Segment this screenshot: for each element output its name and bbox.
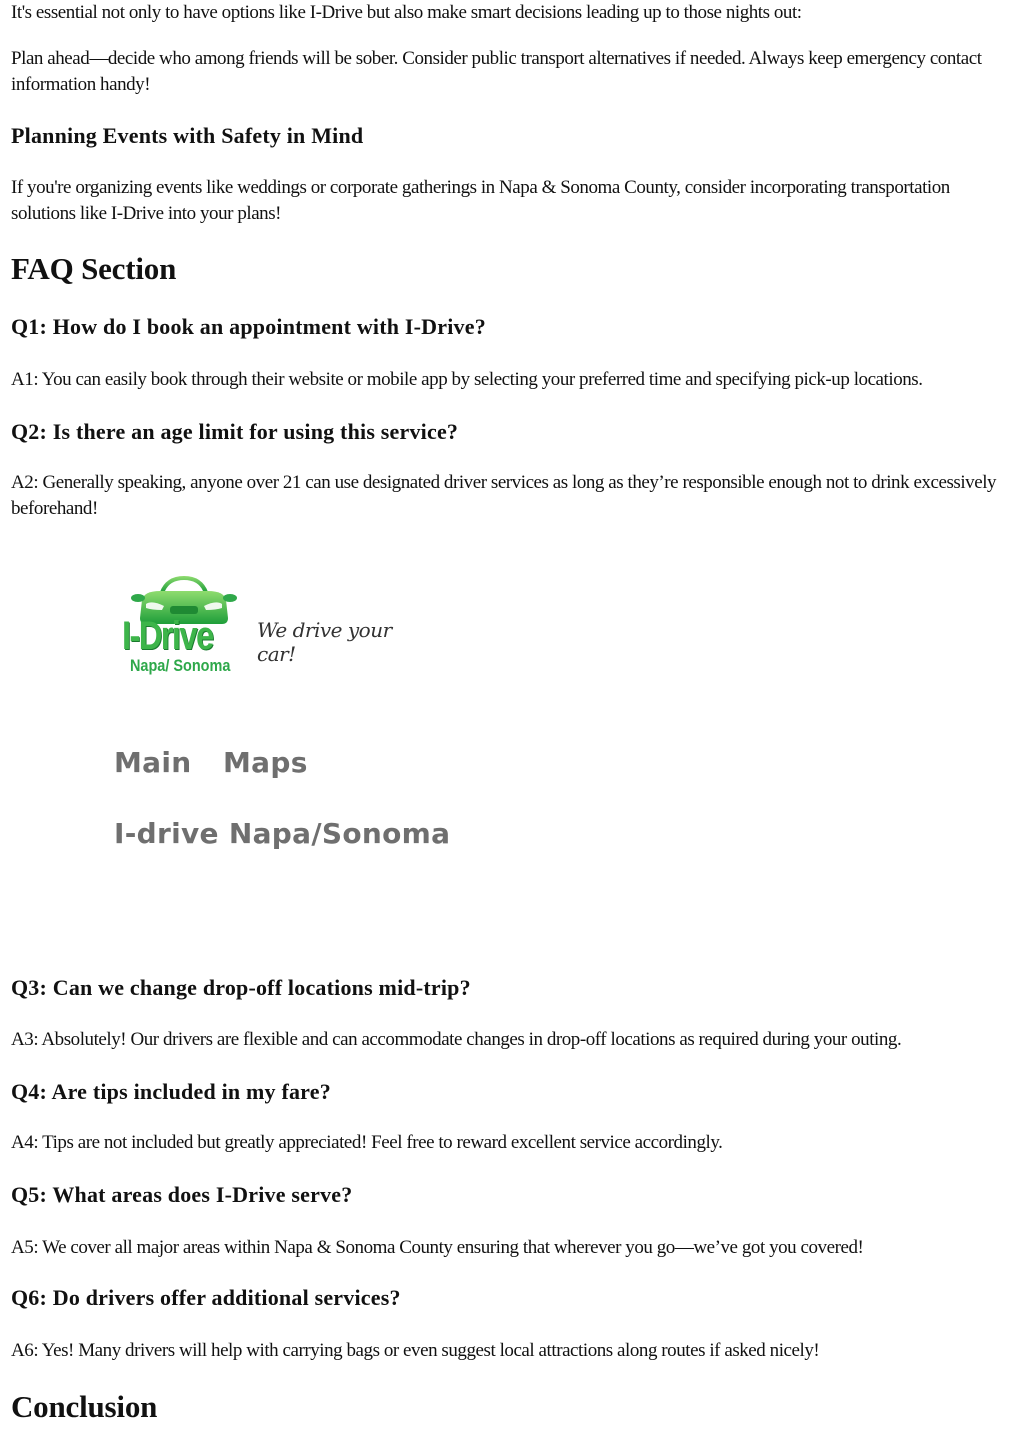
nav-main-link[interactable]: Main: [114, 746, 192, 779]
planning-paragraph: If you're organizing events like weddings or corporate gatherings in Napa & Sonoma County, consider incorporating transportation solutions like I-Drive into your plans!: [11, 177, 950, 224]
faq-answer-6: A6: Yes! Many drivers will help with carrying bags or even suggest local attractions along routes if asked nicely!: [11, 1340, 820, 1361]
logo-tagline: We drive your car!: [257, 618, 392, 666]
nav-site-link[interactable]: I-drive Napa/Sonoma: [114, 817, 451, 850]
faq-answer-5: A5: We cover all major areas within Napa & Sonoma County ensuring that wherever you go—we’ve got you covered!: [11, 1237, 864, 1258]
faq-question-1: Q1: How do I book an appointment with I-Drive?: [11, 314, 486, 339]
conclusion-heading: Conclusion: [11, 1389, 158, 1424]
intro-paragraph-2: Plan ahead—decide who among friends will be sober. Consider public transport alternatives if needed. Always keep emergency contact information handy!: [11, 48, 982, 95]
faq-question-4: Q4: Are tips included in my fare?: [11, 1079, 331, 1104]
faq-question-5: Q5: What areas does I-Drive serve?: [11, 1182, 353, 1207]
faq-answer-3: A3: Absolutely! Our drivers are flexible and can accommodate changes in drop-off locations as required during your outing.: [11, 1029, 902, 1050]
logo-name: I-Drive: [122, 614, 213, 658]
faq-question-3: Q3: Can we change drop-off locations mid-trip?: [11, 975, 471, 1000]
faq-answer-2: A2: Generally speaking, anyone over 21 can use designated driver services as long as they’re responsible enough not to drink excessively beforehand!: [11, 472, 997, 519]
nav-maps-link[interactable]: Maps: [223, 746, 308, 779]
idrive-logo[interactable]: [124, 570, 404, 685]
faq-question-6: Q6: Do drivers offer additional services?: [11, 1285, 401, 1310]
intro-paragraph-1: It's essential not only to have options like I-Drive but also make smart decisions leading up to those nights out:: [11, 2, 802, 23]
faq-heading: FAQ Section: [11, 251, 177, 286]
planning-heading: Planning Events with Safety in Mind: [11, 123, 364, 148]
faq-answer-4: A4: Tips are not included but greatly appreciated! Feel free to reward excellent service accordingly.: [11, 1132, 723, 1153]
faq-answer-1: A1: You can easily book through their website or mobile app by selecting your preferred time and specifying pick-up locations.: [11, 369, 923, 390]
faq-question-2: Q2: Is there an age limit for using this service?: [11, 419, 459, 444]
logo-subtitle: Napa/ Sonoma: [130, 656, 231, 675]
